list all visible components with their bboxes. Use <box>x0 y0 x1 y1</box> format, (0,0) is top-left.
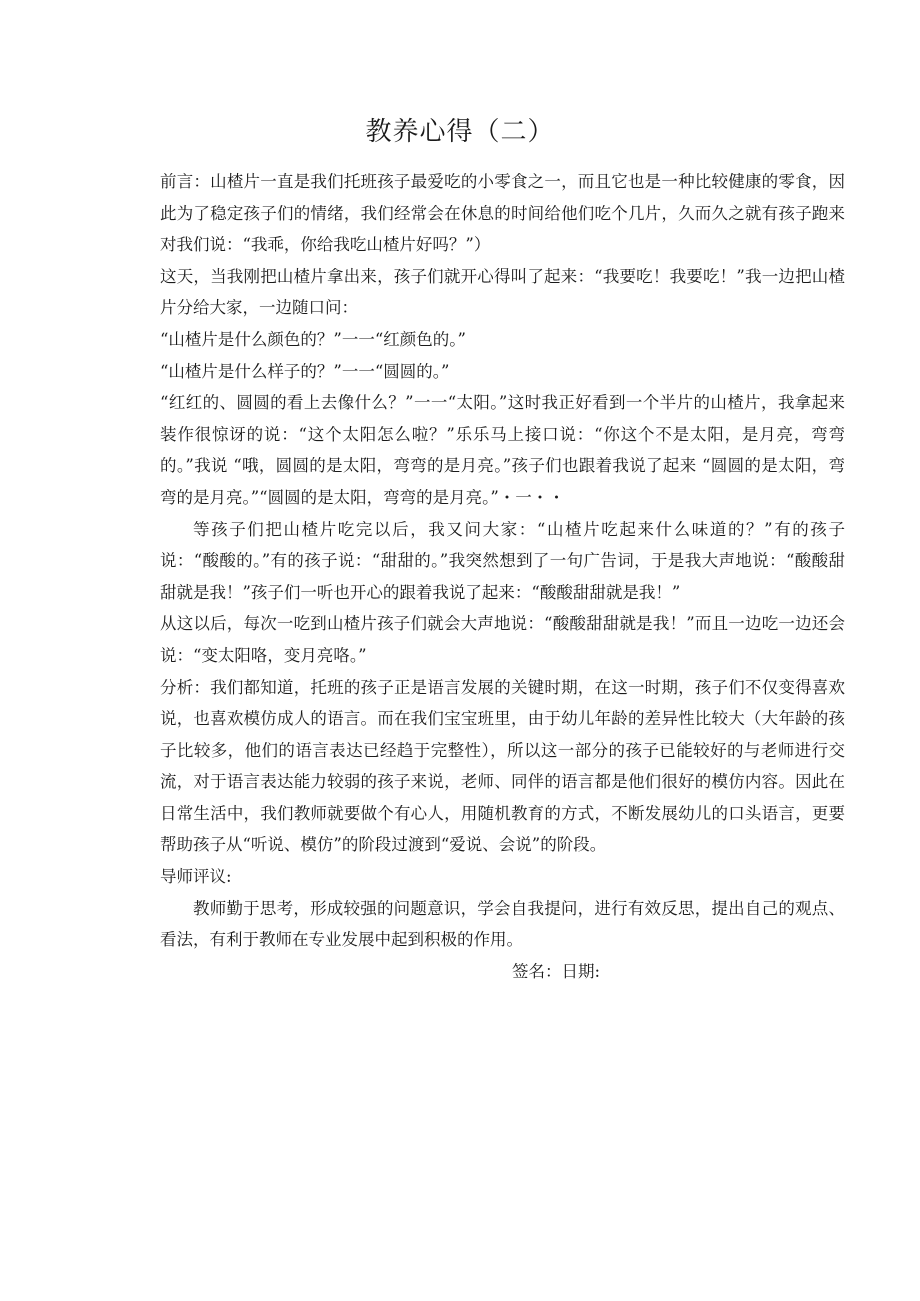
mentor-review-text: 教师勤于思考，形成较强的问题意识，学会自我提问，进行有效反思，提出自己的观点、看法，有利于教师在专业发展中起到积极的作用。 <box>160 898 845 950</box>
story-paragraph-taste: 等孩子们把山楂片吃完以后，我又问大家：“山楂片吃起来什么味道的？”有的孩子说：“酸酸的。”有的孩子说：“甜甜的。”我突然想到了一句广告词，于是我大声地说：“酸酸甜甜就是我！”孩子们一听也开心的跟着我说了起来：“酸酸甜甜就是我！” <box>160 519 845 602</box>
story-paragraph-intro: 这天，当我刚把山楂片拿出来，孩子们就开心得叫了起来：“我要吃！我要吃！”我一边把山楂片分给大家，一边随口问： <box>160 266 845 318</box>
analysis-paragraph: 分析：我们都知道，托班的孩子正是语言发展的关键时期，在这一时期，孩子们不仅变得喜欢说，也喜欢模仿成人的语言。而在我们宝宝班里，由于幼儿年龄的差异性比较大（大年龄的孩子比较多，他们的语言表达已经趋于完整性），所以这一部分的孩子已能较好的与老师进行交流，对于语言表达能力较弱的孩子来说，老师、同伴的语言都是他们很好的模仿内容。因此在日常生活中，我们教师就要做个有心人，用随机教育的方式，不断发展幼儿的口头语言，更要帮助孩子从“听说、模仿”的阶段过渡到“爱说、会说”的阶段。 <box>160 677 845 855</box>
mentor-review-heading: 导师评议: <box>160 867 232 887</box>
dialogue-shape: “山楂片是什么样子的？”一一“圆圆的。” <box>160 361 450 381</box>
dialogue-sun-moon: “红红的、圆圆的看上去像什么？”一一“太阳。”这时我正好看到一个半片的山楂片，我拿起来装作很惊讶的说：“这个太阳怎么啦？”乐乐马上接口说：“你这个不是太阳，是月亮，弯弯的。”我说 “哦，圆圆的是太阳，弯弯的是月亮。”孩子们也跟着我说了起来 “圆圆的是太阳，弯弯的是月亮。”“圆圆的是太阳，弯弯的是月亮。”・一・・ <box>160 393 845 507</box>
preface-paragraph: 前言：山楂片一直是我们托班孩子最爱吃的小零食之一，而且它也是一种比较健康的零食，因此为了稳定孩子们的情绪，我们经常会在休息的时间给他们吃个几片，久而久之就有孩子跑来对我们说：“我乖，你给我吃山楂片好吗？”） <box>160 172 845 255</box>
signature-date-line: 签名：日期: <box>512 961 601 981</box>
page-title: 教养心得（二） <box>365 117 555 147</box>
document-body <box>160 166 845 987</box>
dialogue-color: “山楂片是什么颜色的？”一一“红颜色的。” <box>160 329 466 349</box>
story-paragraph-after: 从这以后，每次一吃到山楂片孩子们就会大声地说：“酸酸甜甜就是我！”而且一边吃一边还会说：“变太阳咯，变月亮咯。” <box>160 614 845 665</box>
